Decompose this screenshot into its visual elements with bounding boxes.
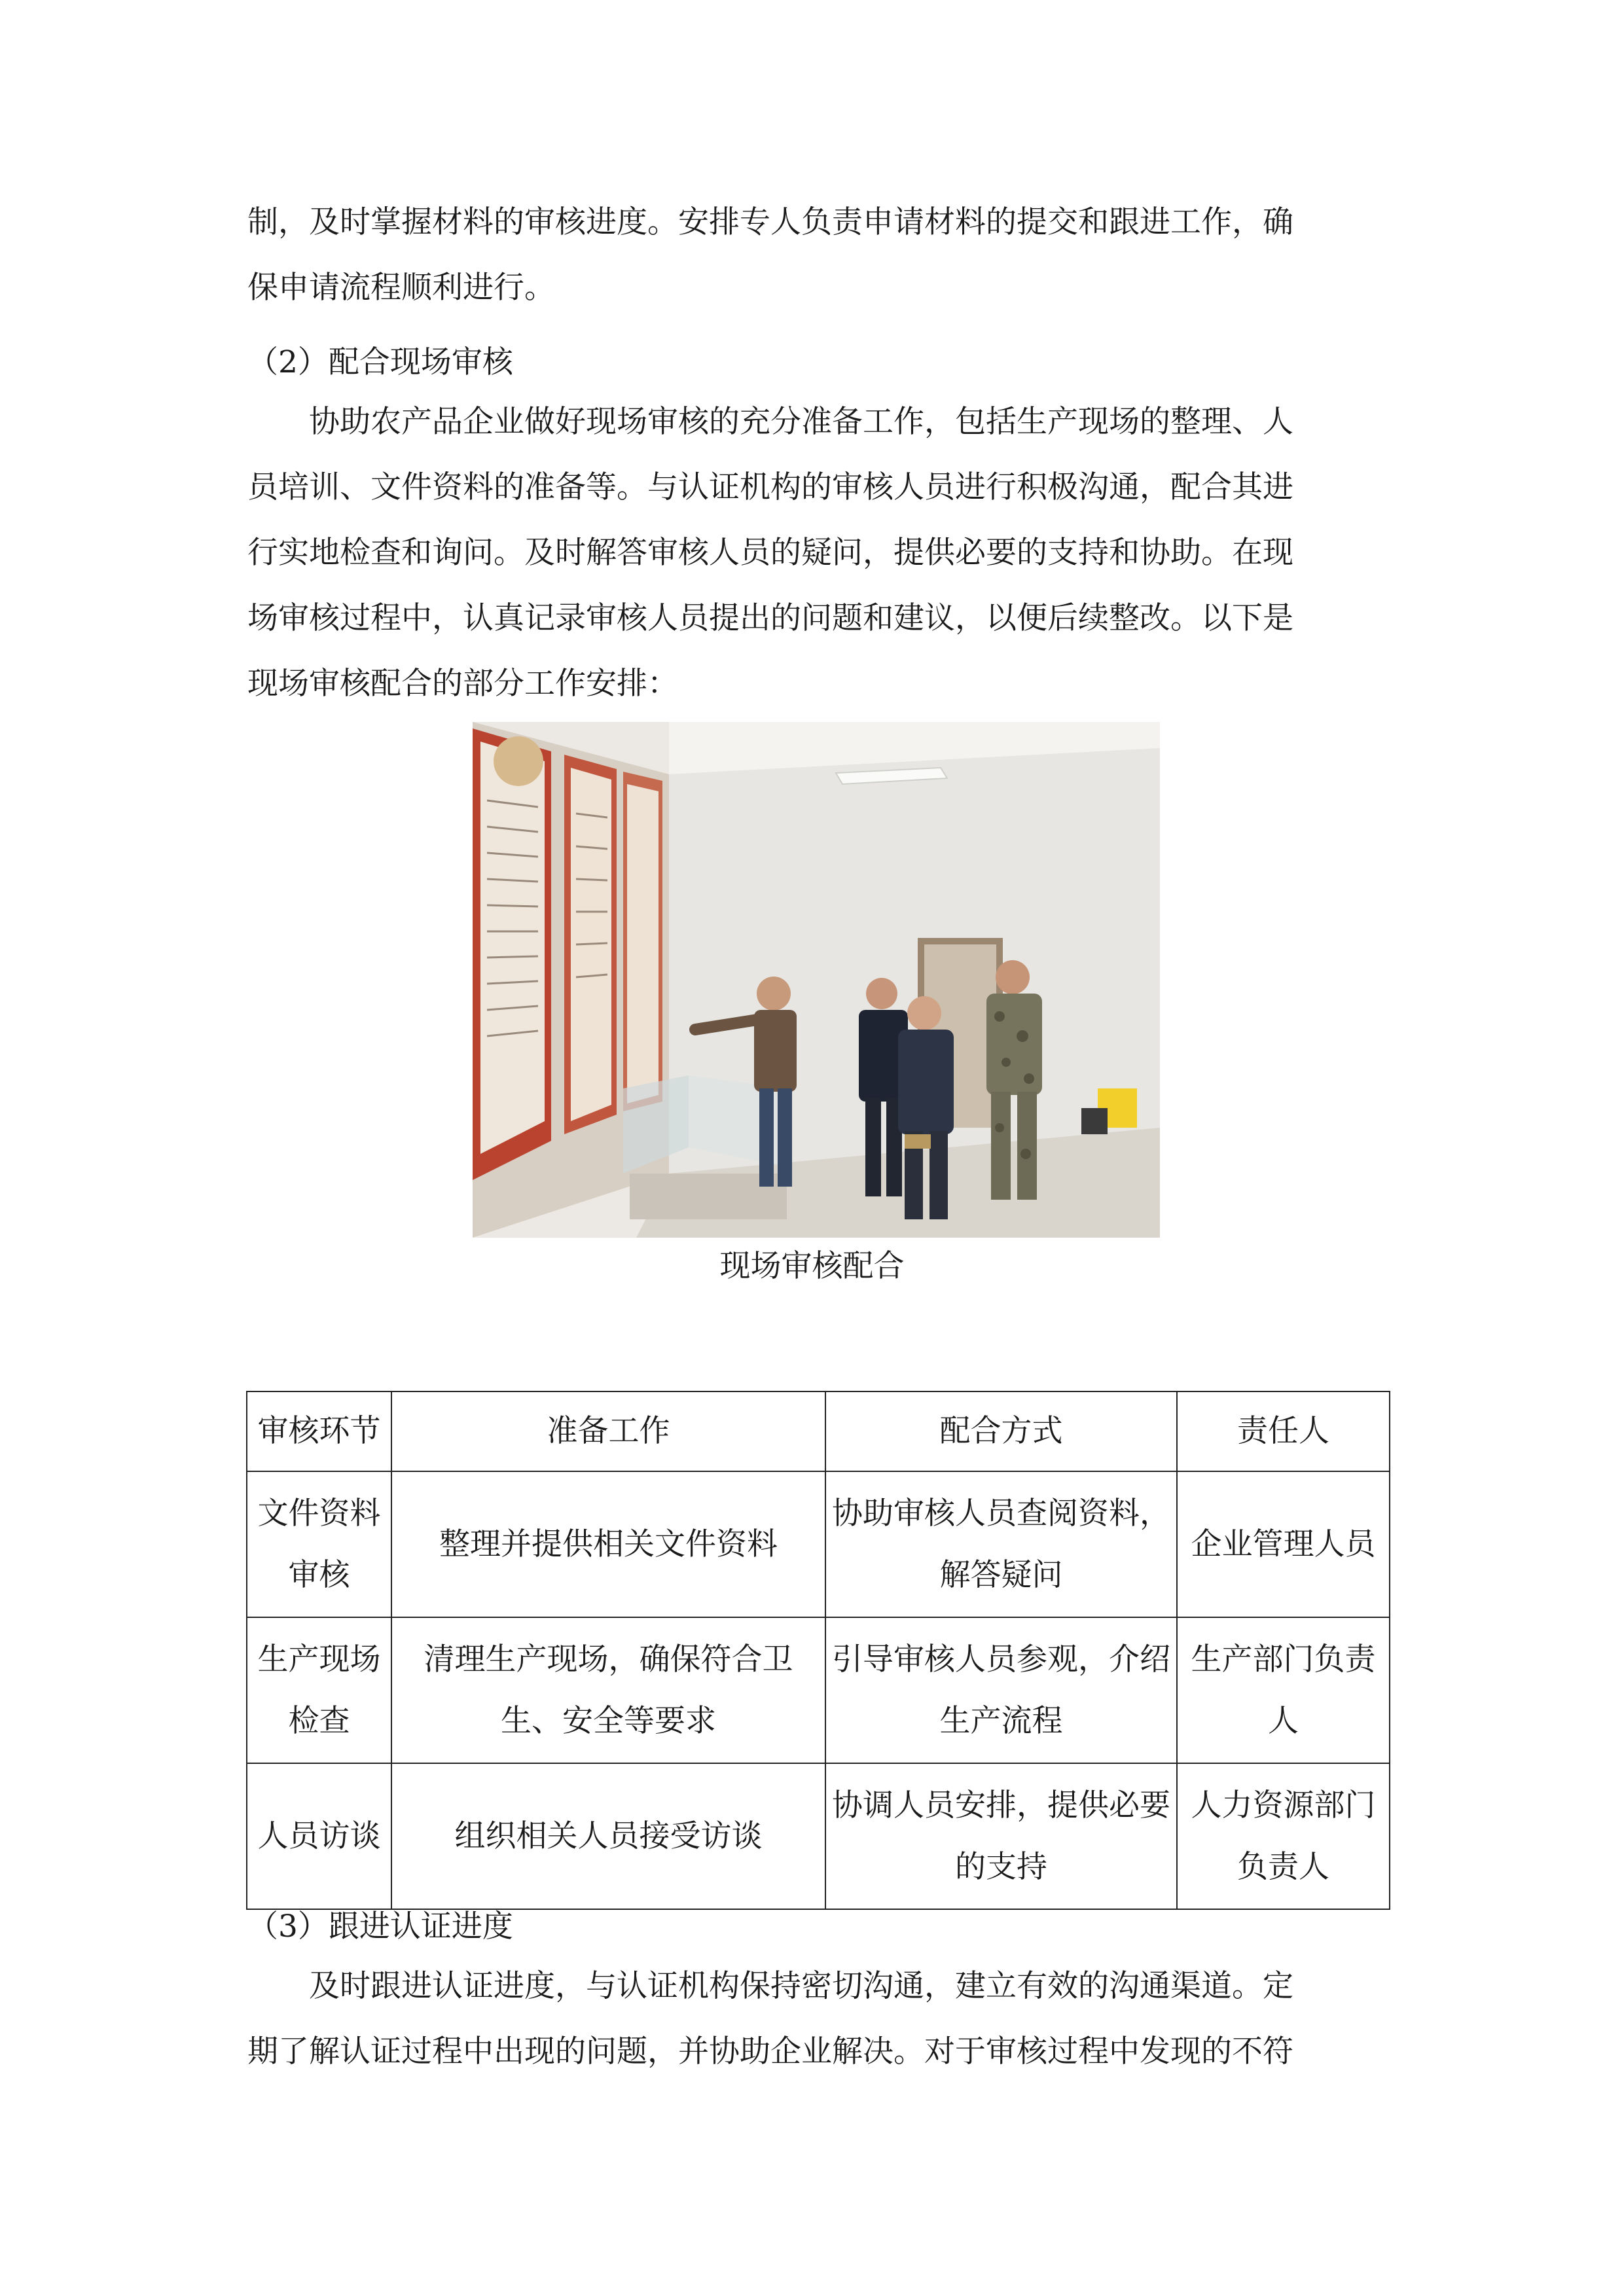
table-cell: 生产部门负责人 (1177, 1617, 1390, 1763)
table-header-row (247, 1391, 1390, 1471)
table-cell: 企业管理人员 (1177, 1471, 1390, 1617)
figure-caption: 现场审核配合 (719, 1248, 905, 1284)
table-row (247, 1617, 1390, 1763)
table-cell: 协助审核人员查阅资料，解答疑问 (825, 1471, 1177, 1617)
table-cell: 组织相关人员接受访谈 (391, 1763, 825, 1909)
table-cell: 文件资料审核 (247, 1471, 391, 1617)
table-cell: 生产现场检查 (247, 1617, 391, 1763)
paragraph-follow-up: 及时跟进认证进度，与认证机构保持密切沟通，建立有效的沟通渠道。定 期了解认证过程中出现的问题，并协助企业解决。对于审核过程中发现的不符 (247, 1968, 1293, 2070)
table-cell: 整理并提供相关文件资料 (391, 1471, 825, 1617)
audit-arrangement-table (246, 1391, 1390, 1910)
paragraph-onsite-audit: 协助农产品企业做好现场审核的充分准备工作，包括生产现场的整理、人 员培训、文件资料的准备等。与认证机构的审核人员进行积极沟通，配合其进 行实地检查和询问。及时解答审核人员的疑问，提供必要的支持和协助。在现 场审核过程中，认真记录审核人员提出的问题和建议，以便后续整改。以下是 现场审核配合的部分工作安排： (247, 404, 1293, 702)
table-header-cell: 审核环节 (247, 1391, 391, 1471)
section-heading-2: （2）配合现场审核 (247, 344, 513, 380)
table-cell: 引导审核人员参观，介绍生产流程 (825, 1617, 1177, 1763)
table-cell: 人员访谈 (247, 1763, 391, 1909)
table-header-cell: 责任人 (1177, 1391, 1390, 1471)
table-header-cell: 配合方式 (825, 1391, 1177, 1471)
table-row (247, 1471, 1390, 1617)
table-header-cell: 准备工作 (391, 1391, 825, 1471)
table-cell: 人力资源部门负责人 (1177, 1763, 1390, 1909)
table-cell: 清理生产现场，确保符合卫生、安全等要求 (391, 1617, 825, 1763)
onsite-audit-photo (473, 722, 1160, 1238)
section-heading-3: （3）跟进认证进度 (247, 1909, 513, 1945)
table-cell: 协调人员安排，提供必要的支持 (825, 1763, 1177, 1909)
table-row (247, 1763, 1390, 1909)
paragraph-top-continued: 制，及时掌握材料的审核进度。安排专人负责申请材料的提交和跟进工作，确 保申请流程顺利进行。 (247, 204, 1293, 306)
